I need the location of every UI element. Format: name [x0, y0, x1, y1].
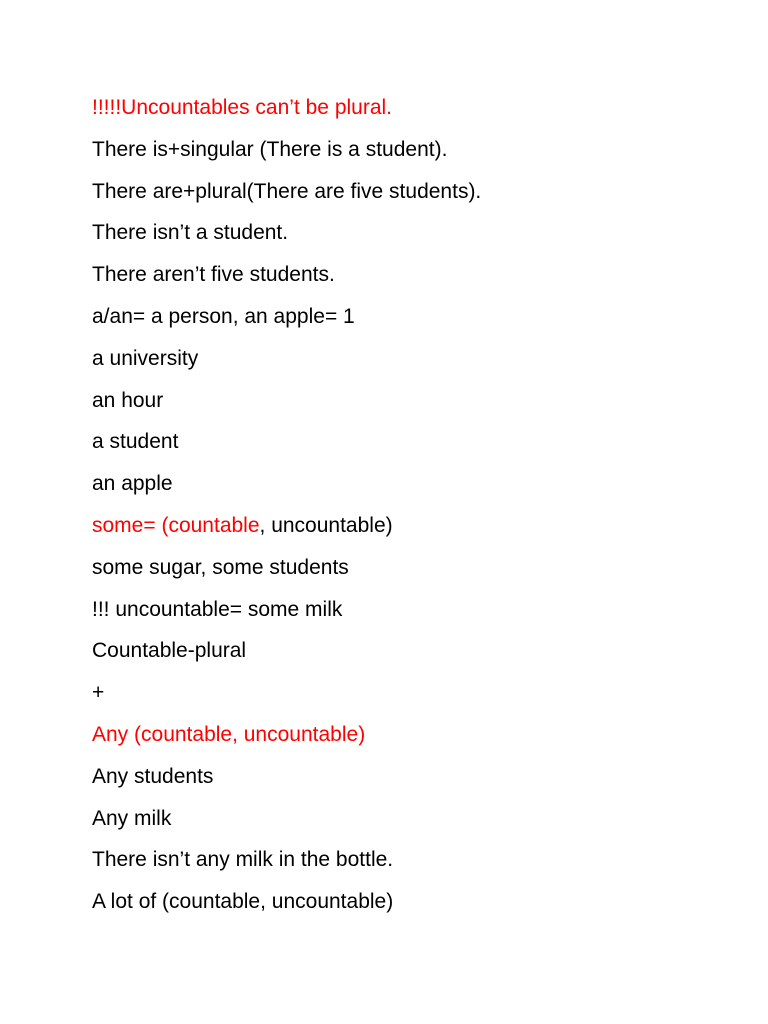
text-line: Any milk	[92, 806, 172, 830]
text-line: There isn’t any milk in the bottle.	[92, 848, 394, 872]
text-line: an hour	[92, 388, 164, 412]
text-line: Any students	[92, 764, 214, 788]
text-line: !!! uncountable= some milk	[92, 597, 343, 621]
text-line: A lot of (countable, uncountable)	[92, 890, 394, 914]
text-line: There isn’t a student.	[92, 221, 289, 245]
text-line: an apple	[92, 472, 173, 496]
text-line	[92, 505, 481, 547]
text-line: +	[92, 681, 105, 705]
text-line: There are+plural(There are five students).	[92, 179, 482, 203]
text-line: a student	[92, 430, 179, 454]
text-line: There aren’t five students.	[92, 263, 335, 287]
text-span-red: some= (countable	[92, 513, 260, 537]
text-span: , uncountable)	[259, 513, 393, 537]
document-body	[92, 87, 481, 923]
text-line: There is+singular (There is a student).	[92, 137, 448, 161]
text-line: !!!!!Uncountables can’t be plural.	[92, 96, 393, 119]
text-line: Any (countable, uncountable)	[92, 722, 366, 746]
text-line: a university	[92, 346, 199, 370]
text-line: Countable-plural	[92, 639, 247, 663]
text-line: a/an= a person, an apple= 1	[92, 304, 355, 328]
text-line: some sugar, some students	[92, 555, 349, 579]
